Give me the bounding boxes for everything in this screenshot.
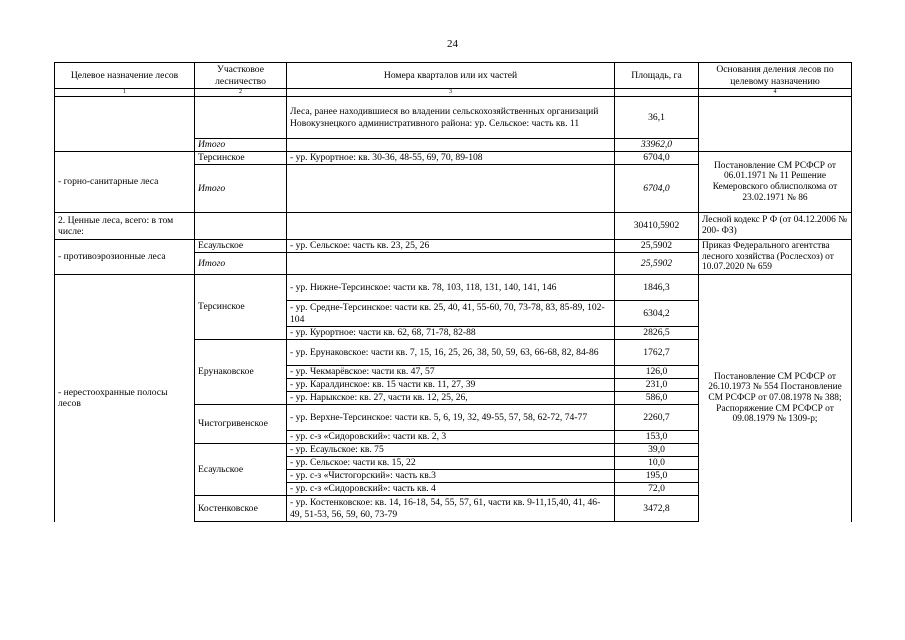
area-cell: 6704,0 (615, 152, 699, 165)
table-row (55, 240, 852, 253)
forestry-cell: Костенковское (195, 496, 287, 522)
quarters-cell: - ур. Верхне-Терсинское: части кв. 5, 6, 19, 32, 49-55, 57, 58, 62-72, 74-77 (287, 405, 615, 431)
basis-cell (699, 97, 852, 152)
area-cell: 231,0 (615, 379, 699, 392)
column-number-row (55, 89, 852, 97)
column-number: 1 (55, 89, 195, 97)
area-cell: 3472,8 (615, 496, 699, 522)
total-label: Итого (195, 253, 287, 275)
quarters-cell: - ур. Нижне-Терсинское: части кв. 78, 103, 118, 131, 140, 141, 146 (287, 275, 615, 301)
quarters-cell: - ур. Курортное: части кв. 62, 68, 71-78, 82-88 (287, 327, 615, 340)
forestry-cell: Есаульское (195, 240, 287, 253)
area-cell: 6304,2 (615, 301, 699, 327)
basis-cell: Лесной кодекс Р Ф (от 04.12.2006 № 200- ФЗ) (699, 213, 852, 240)
table-header-row (55, 63, 852, 89)
quarters-cell (287, 139, 615, 152)
table-row (55, 275, 852, 301)
forest-purpose-table (54, 62, 852, 522)
quarters-cell: - ур. Костенковское: кв. 14, 16-18, 54, 55, 57, 61, части кв. 9-11,15,40, 41, 46-49, 51-53, 56, 59, 60, 73-79 (287, 496, 615, 522)
quarters-cell: - ур. Есаульское: кв. 75 (287, 444, 615, 457)
table-row (55, 97, 852, 139)
forestry-cell: Есаульское (195, 444, 287, 496)
total-label: Итого (195, 165, 287, 213)
area-cell: 25,5902 (615, 240, 699, 253)
quarters-cell: - ур. Курортное: кв. 30-36, 48-55, 69, 70, 89-108 (287, 152, 615, 165)
total-area: 33962,0 (615, 139, 699, 152)
total-area: 6704,0 (615, 165, 699, 213)
area-cell: 30410,5902 (615, 213, 699, 240)
forestry-cell: Терсинское (195, 275, 287, 340)
area-cell: 1762,7 (615, 340, 699, 366)
header-purpose: Целевое назначение лесов (55, 63, 195, 89)
quarters-cell: - ур. с-з «Сидоровский»: части кв. 2, 3 (287, 431, 615, 444)
area-cell: 39,0 (615, 444, 699, 457)
quarters-cell: - ур. Сельское: части кв. 15, 22 (287, 457, 615, 470)
header-forestry: Участковое лесничество (195, 63, 287, 89)
forestry-cell (195, 213, 287, 240)
area-cell: 126,0 (615, 366, 699, 379)
forestry-cell: Ерунаковское (195, 340, 287, 405)
basis-cell: Постановление СМ РСФСР от 06.01.1971 № 11 Решение Кемеровского облисполкома от 23.02.1971 № 86 (699, 152, 852, 213)
purpose-cell: 2. Ценные леса, всего: в том числе: (55, 213, 195, 240)
column-number: 2 (195, 89, 287, 97)
quarters-cell: - ур. Ерунаковское: части кв. 7, 15, 16, 25, 26, 38, 50, 59, 63, 66-68, 82, 84-86 (287, 340, 615, 366)
header-area: Площадь, га (615, 63, 699, 89)
area-cell: 2260,7 (615, 405, 699, 431)
forestry-cell: Терсинское (195, 152, 287, 165)
forestry-cell (195, 97, 287, 139)
header-quarters: Номера кварталов или их частей (287, 63, 615, 89)
quarters-cell: - ур. с-з «Сидоровский»: часть кв. 4 (287, 483, 615, 496)
area-cell: 2826,5 (615, 327, 699, 340)
basis-cell: Постановление СМ РСФСР от 26.10.1973 № 554 Постановление СМ РСФСР от 07.08.1978 № 388; Распоряжение СМ РСФСР от 09.08.1979 № 1309-р; (699, 275, 852, 522)
quarters-cell: - ур. Нарыкское: кв. 27, части кв. 12, 25, 26, (287, 392, 615, 405)
quarters-cell: - ур. Чекмарёвское: части кв. 47, 57 (287, 366, 615, 379)
total-label: Итого (195, 139, 287, 152)
column-number: 4 (699, 89, 852, 97)
page-number: 24 (447, 38, 458, 50)
area-cell: 36,1 (615, 97, 699, 139)
total-area: 25,5902 (615, 253, 699, 275)
quarters-cell (287, 165, 615, 213)
table-row (55, 152, 852, 165)
quarters-cell (287, 253, 615, 275)
quarters-cell: Леса, ранее находившиеся во владении сельскохозяйственных организаций Новокузнецкого административного района: ур. Сельское: часть кв. 11 (287, 97, 615, 139)
quarters-cell: - ур. с-з «Чистогорский»: часть кв.3 (287, 470, 615, 483)
purpose-cell: - горно-санитарные леса (55, 152, 195, 213)
header-basis: Основания деления лесов по целевому назначению (699, 63, 852, 89)
forestry-cell: Чистогривенское (195, 405, 287, 444)
area-cell: 10,0 (615, 457, 699, 470)
column-number: 3 (287, 89, 615, 97)
quarters-cell: - ур. Средне-Терсинское: части кв. 25, 40, 41, 55-60, 70, 73-78, 83, 85-89, 102-104 (287, 301, 615, 327)
area-cell: 153,0 (615, 431, 699, 444)
area-cell: 72,0 (615, 483, 699, 496)
column-number (615, 89, 699, 97)
table-row (55, 213, 852, 240)
quarters-cell: - ур. Сельское: часть кв. 23, 25, 26 (287, 240, 615, 253)
quarters-cell (287, 213, 615, 240)
area-cell: 195,0 (615, 470, 699, 483)
purpose-cell: - противоэрозионные леса (55, 240, 195, 275)
area-cell: 586,0 (615, 392, 699, 405)
quarters-cell: - ур. Каралдинское: кв. 15 части кв. 11, 27, 39 (287, 379, 615, 392)
purpose-cell (55, 97, 195, 152)
area-cell: 1846,3 (615, 275, 699, 301)
purpose-cell: - нерестоохранные полосы лесов (55, 275, 195, 522)
basis-cell: Приказ Федерального агентства лесного хозяйства (Рослесхоз) от 10.07.2020 № 659 (699, 240, 852, 275)
